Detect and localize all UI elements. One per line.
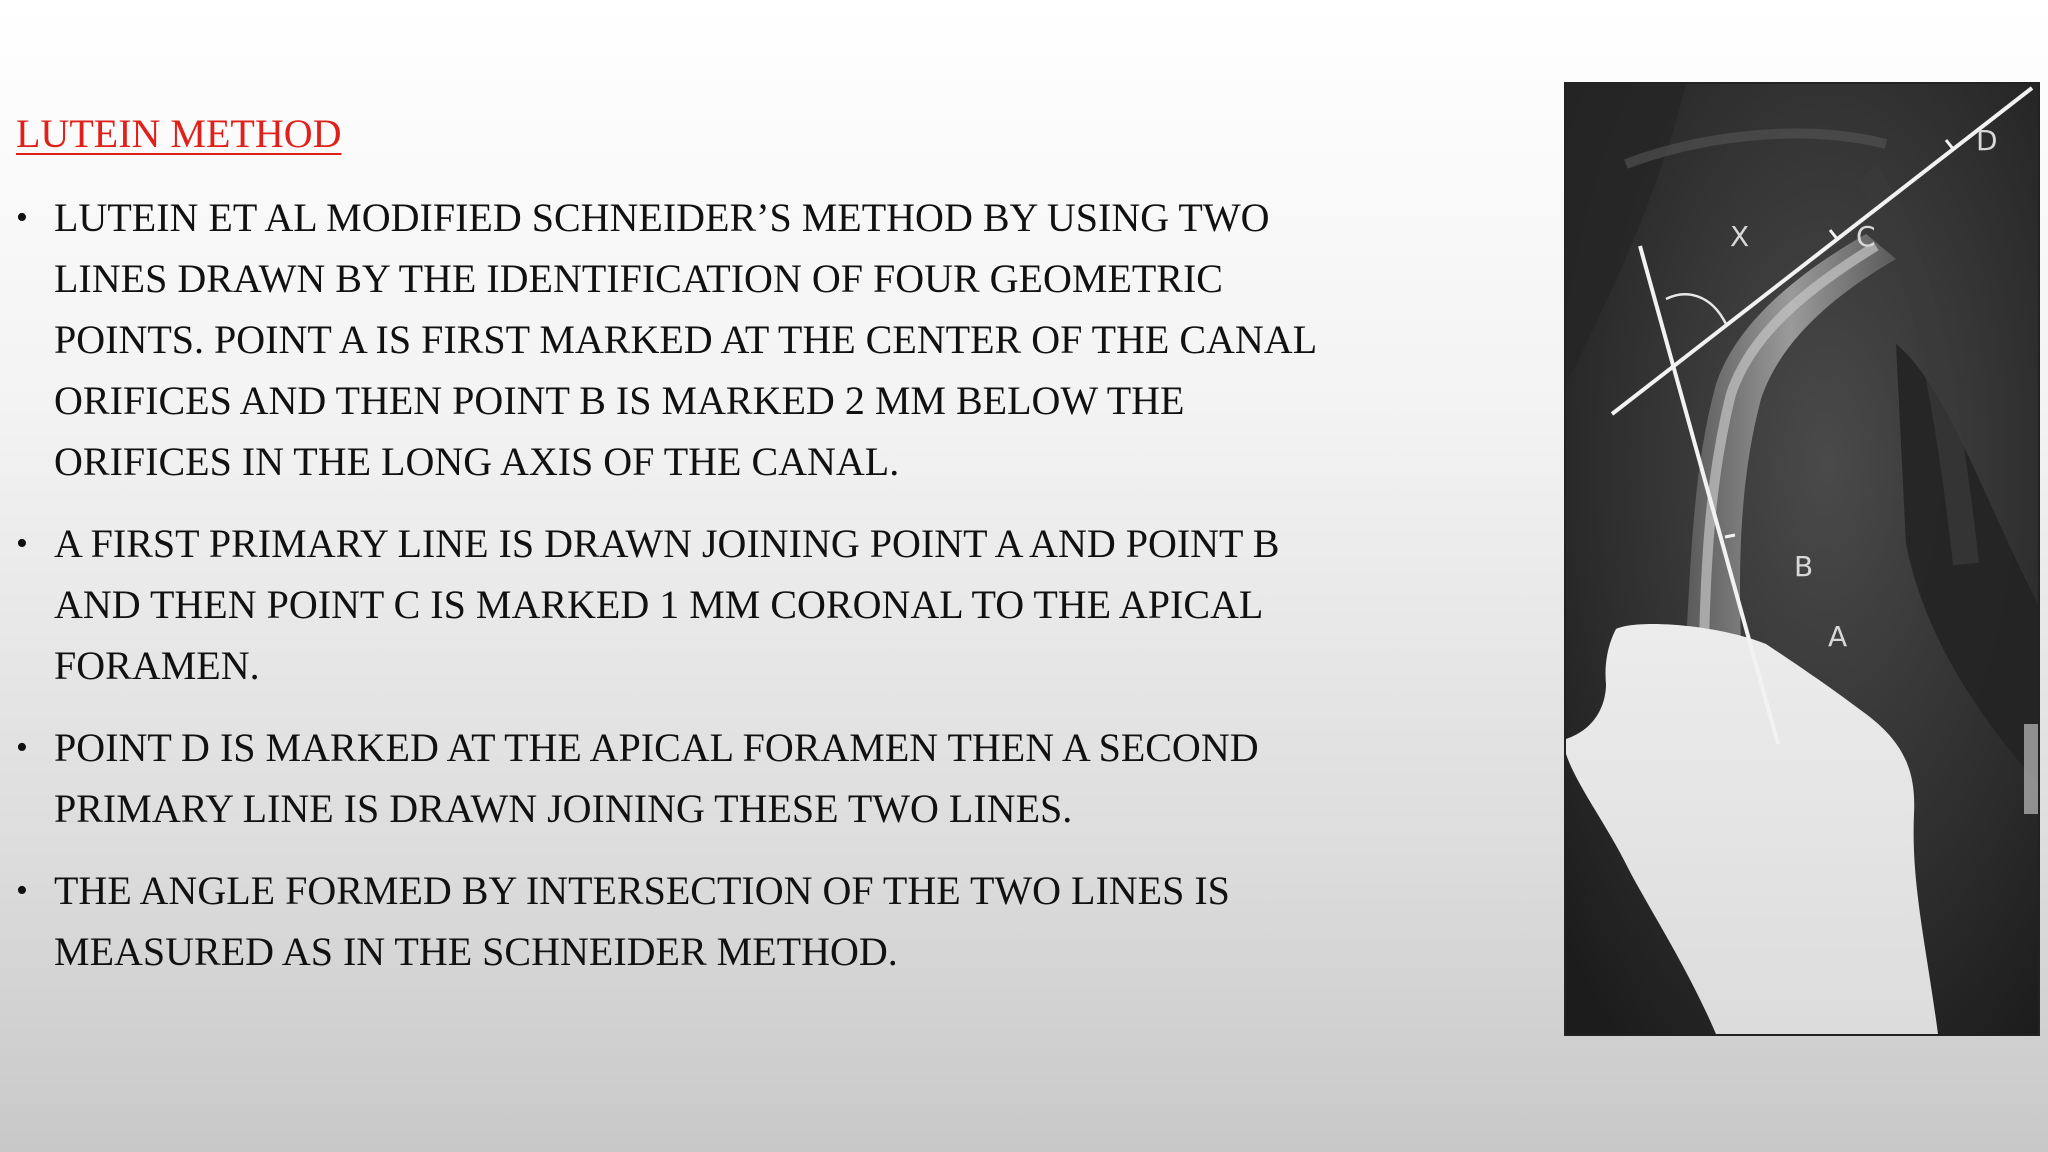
bullet-icon: •	[16, 525, 28, 562]
point-d-label: D	[1976, 124, 1998, 157]
bullet-text: POINT D IS MARKED AT THE APICAL FORAMEN THEN A SECOND PRIMARY LINE IS DRAWN JOINING THESE TWO LINES.	[54, 725, 1259, 831]
slide-title: LUTEIN METHOD	[16, 111, 342, 156]
dental-radiograph-image	[1564, 82, 2040, 1036]
point-b-label: B	[1794, 550, 1814, 583]
bullet-text: THE ANGLE FORMED BY INTERSECTION OF THE TWO LINES IS MEASURED AS IN THE SCHNEIDER METHOD.	[54, 868, 1230, 974]
bullet-list	[16, 187, 1356, 982]
point-a-label: A	[1828, 620, 1848, 653]
bullet-icon: •	[16, 729, 28, 766]
bullet-item	[16, 187, 1364, 492]
bullet-icon: •	[16, 199, 28, 236]
point-c-label: C	[1856, 220, 1876, 253]
bullet-text: LUTEIN ET AL MODIFIED SCHNEIDER’S METHOD BY USING TWO LINES DRAWN BY THE IDENTIFICATION OF FOUR GEOMETRIC POINTS. POINT A IS FIRST MARKED AT THE CENTER OF THE CANAL ORIFICES AND THEN POINT B IS MARKED 2 MM BELOW THE ORIFICES IN THE LONG AXIS OF THE CANAL.	[54, 195, 1316, 484]
point-b-mark	[1725, 535, 1735, 537]
point-x-label: X	[1730, 220, 1750, 253]
bullet-text: A FIRST PRIMARY LINE IS DRAWN JOINING POINT A AND POINT B AND THEN POINT C IS MARKED 1 MM CORONAL TO THE APICAL FORAMEN.	[54, 521, 1280, 688]
radiograph-svg	[1566, 84, 2038, 1034]
bullet-item	[16, 513, 1364, 696]
edge-highlight	[2024, 724, 2038, 814]
bullet-item	[16, 717, 1364, 839]
slide-text-block	[16, 110, 1356, 1003]
bullet-icon: •	[16, 872, 28, 909]
bullet-item	[16, 860, 1364, 982]
